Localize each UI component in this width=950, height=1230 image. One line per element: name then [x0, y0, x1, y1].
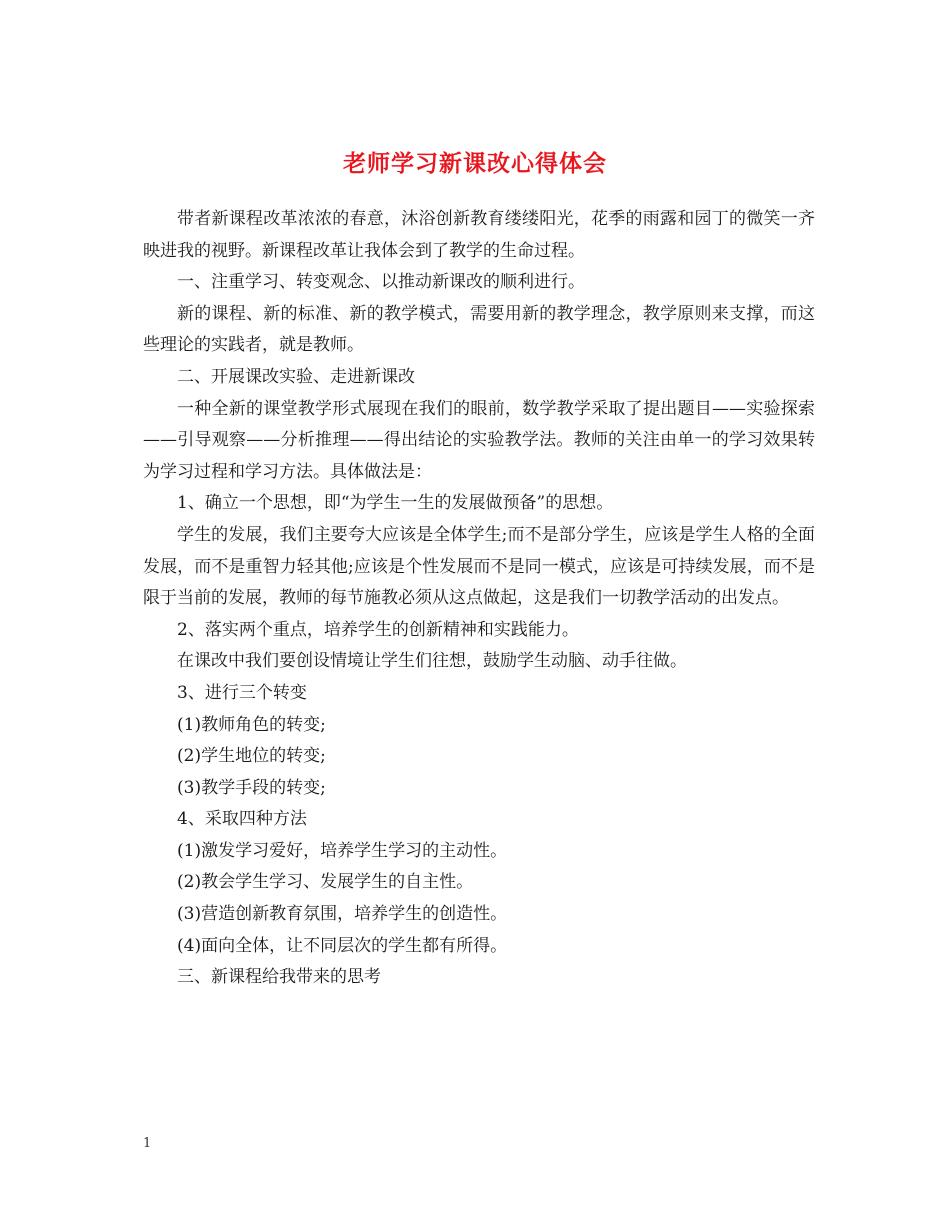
paragraph: 一种全新的课堂教学形式展现在我们的眼前，数学教学采取了提出题目——实验探索——引导观察——分析推理——得出结论的实验教学法。教师的关注由单一的学习效果转为学习过程和学习方法。具体做法是： [143, 398, 815, 482]
sub-list-item: (1)教师角色的转变; [177, 714, 326, 735]
document-title: 老师学习新课改心得体会 [343, 150, 607, 178]
sub-list-item: (2)教会学生学习、发展学生的自主性。 [177, 872, 474, 893]
list-item: 1、确立一个思想，即“为学生一生的发展做预备”的思想。 [177, 493, 614, 514]
sub-list-item: (4)面向全体，让不同层次的学生都有所得。 [177, 935, 508, 956]
list-item: 3、进行三个转变 [177, 682, 307, 703]
sub-list-item: (3)营造创新教育氛围，培养学生的创造性。 [177, 904, 508, 925]
list-item: 4、采取四种方法 [177, 809, 307, 830]
sub-list-item: (2)学生地位的转变; [177, 746, 326, 767]
section-heading: 三、新课程给我带来的思考 [177, 967, 381, 988]
list-item: 2、落实两个重点，培养学生的创新精神和实践能力。 [177, 619, 579, 640]
paragraph: 在课改中我们要创设情境让学生们往想，鼓励学生动脑、动手往做。 [177, 651, 687, 672]
sub-list-item: (1)激发学习爱好，培养学生学习的主动性。 [177, 840, 508, 861]
page-number: 1 [143, 1136, 152, 1151]
paragraph: 带者新课程改革浓浓的春意，沐浴创新教育缕缕阳光，花季的雨露和园丁的微笑一齐映进我的视野。新课程改革让我体会到了教学的生命过程。 [143, 209, 815, 261]
document-body [143, 204, 815, 994]
section-heading: 二、开展课改实验、走进新课改 [177, 366, 415, 387]
paragraph: 学生的发展，我们主要夸大应该是全体学生;而不是部分学生，应该是学生人格的全面发展，而不是重智力轻其他;应该是个性发展而不是同一模式，应该是可持续发展，而不是限于当前的发展，教师的每节施教必须从这点做起，这是我们一切教学活动的出发点。 [143, 524, 815, 609]
sub-list-item: (3)教学手段的转变; [177, 777, 326, 798]
section-heading: 一、注重学习、转变观念、以推动新课改的顺利进行。 [177, 272, 585, 293]
paragraph: 新的课程、新的标准、新的教学模式，需要用新的教学理念，教学原则来支撑，而这些理论的实践者，就是教师。 [143, 303, 815, 356]
